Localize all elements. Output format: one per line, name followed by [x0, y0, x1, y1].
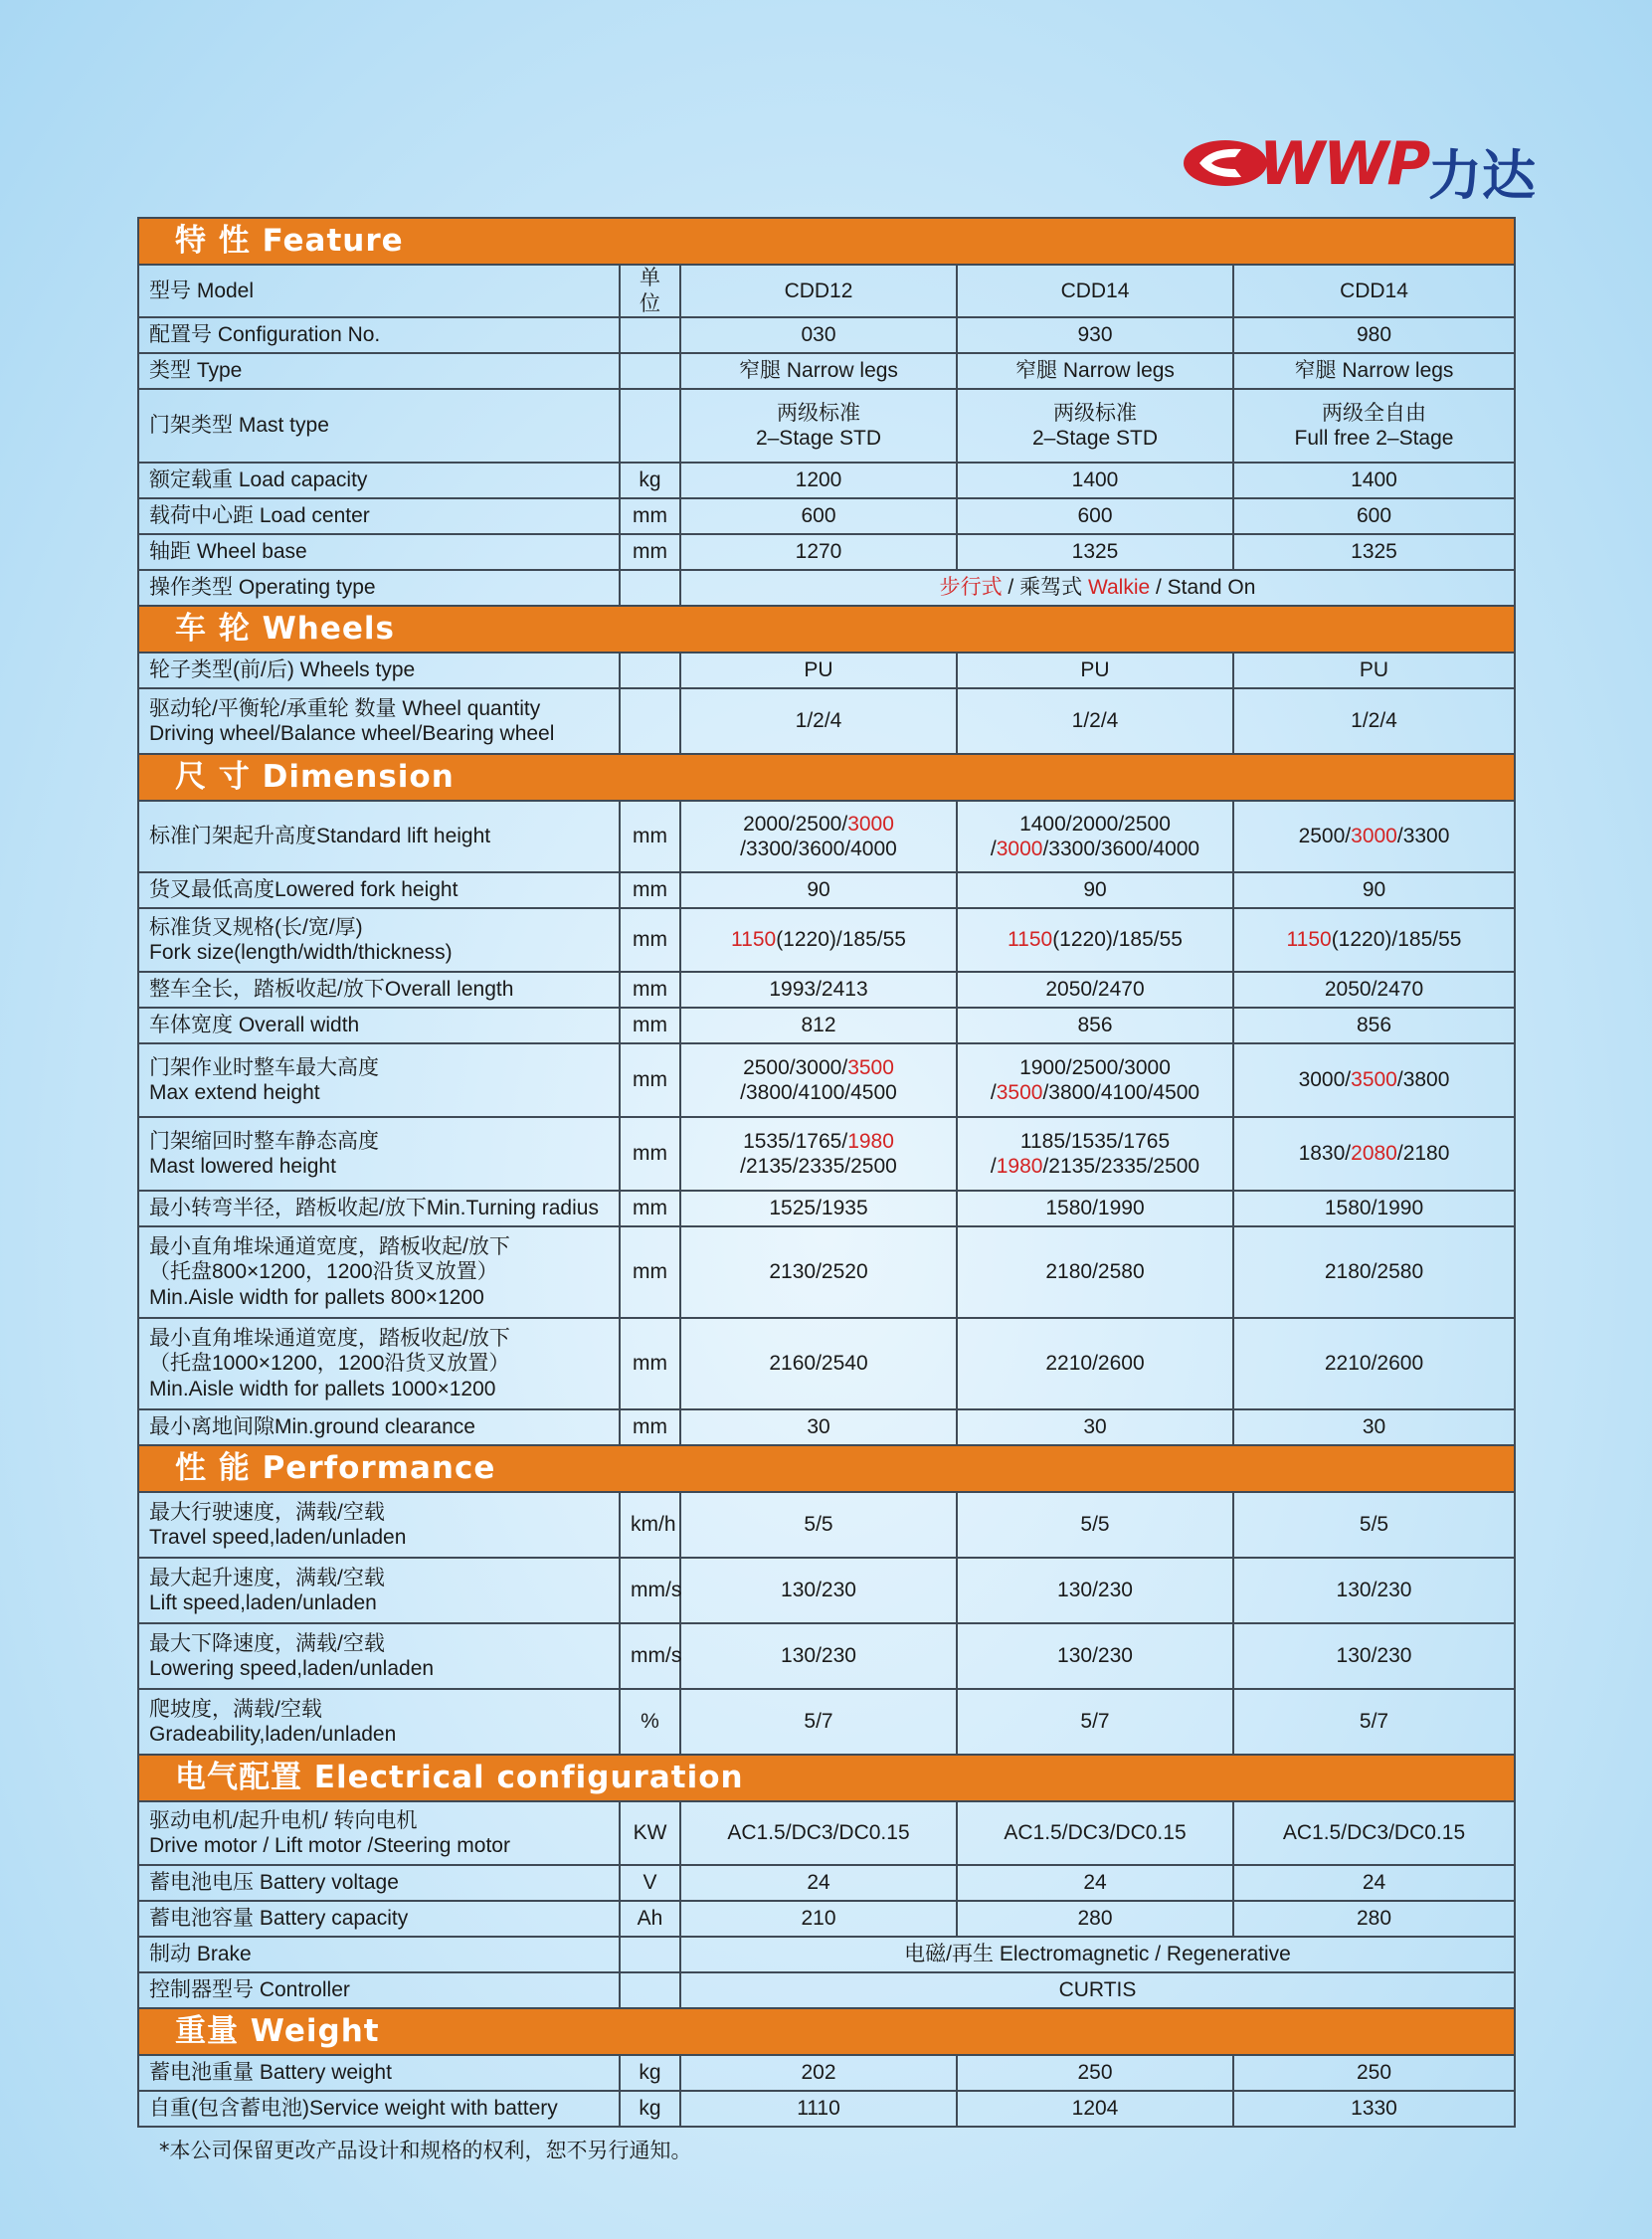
row-value: 5/7 — [680, 1689, 957, 1755]
spec-row — [138, 317, 1515, 353]
row-label: 配置号 Configuration No. — [138, 317, 620, 353]
highlighted-value: 3500 — [996, 1081, 1043, 1105]
row-value: 5/5 — [1233, 1492, 1515, 1558]
row-unit: mm — [620, 872, 680, 908]
spec-row — [138, 463, 1515, 498]
row-unit: mm/s — [620, 1623, 680, 1689]
row-label: 自重(包含蓄电池)Service weight with battery — [138, 2091, 620, 2127]
row-value: 24 — [957, 1865, 1233, 1901]
row-unit: mm — [620, 1409, 680, 1445]
row-value: CURTIS — [680, 1972, 1515, 2008]
highlighted-value: 3500 — [1351, 1068, 1397, 1092]
row-unit: % — [620, 1689, 680, 1755]
row-value: 30 — [680, 1409, 957, 1445]
row-label: 驱动电机/起升电机/ 转向电机 Drive motor / Lift motor /Steering motor — [138, 1801, 620, 1865]
row-unit: kg — [620, 463, 680, 498]
row-value: 1150(1220)/185/55 — [1233, 908, 1515, 972]
row-unit: mm — [620, 534, 680, 570]
highlighted-value: 2080 — [1351, 1142, 1397, 1166]
row-value: 980 — [1233, 317, 1515, 353]
spec-row — [138, 1901, 1515, 1937]
spec-row — [138, 353, 1515, 389]
row-label: 车体宽度 Overall width — [138, 1008, 620, 1043]
logo-chinese-text: 力达 — [1428, 144, 1536, 207]
row-value: 250 — [1233, 2055, 1515, 2091]
row-value: 1330 — [1233, 2091, 1515, 2127]
row-unit — [620, 688, 680, 754]
row-label: 控制器型号 Controller — [138, 1972, 620, 2008]
row-value: 窄腿 Narrow legs — [1233, 353, 1515, 389]
row-label: 蓄电池重量 Battery weight — [138, 2055, 620, 2091]
highlighted-value: Walkie — [1087, 576, 1151, 600]
section-title: 电气配置 Electrical configuration — [138, 1755, 1515, 1801]
highlighted-value: 3000 — [847, 812, 894, 836]
section-header — [138, 1755, 1515, 1801]
row-value: 两级全自由 Full free 2–Stage — [1233, 389, 1515, 463]
spec-table — [137, 217, 1516, 2128]
row-unit — [620, 317, 680, 353]
row-value: CDD12 — [680, 265, 957, 317]
row-label: 轴距 Wheel base — [138, 534, 620, 570]
spec-row — [138, 265, 1515, 317]
row-value: 130/230 — [680, 1623, 957, 1689]
spec-row — [138, 1008, 1515, 1043]
section-header — [138, 606, 1515, 653]
highlighted-value: 1150 — [731, 928, 777, 952]
row-value: 812 — [680, 1008, 957, 1043]
row-value: 1325 — [957, 534, 1233, 570]
highlighted-value: 1150 — [1286, 928, 1332, 952]
row-value: 1400/2000/2500 /3000/3300/3600/4000 — [957, 801, 1233, 872]
row-label: 制动 Brake — [138, 1937, 620, 1972]
row-label: 额定载重 Load capacity — [138, 463, 620, 498]
row-unit: mm/s — [620, 1558, 680, 1623]
spec-row — [138, 1318, 1515, 1409]
row-unit: mm — [620, 1043, 680, 1117]
spec-row — [138, 1623, 1515, 1689]
row-label: 门架作业时整车最大高度 Max extend height — [138, 1043, 620, 1117]
row-label: 门架缩回时整车静态高度 Mast lowered height — [138, 1117, 620, 1191]
spec-row — [138, 1937, 1515, 1972]
row-value: 1400 — [957, 463, 1233, 498]
row-value: 1150(1220)/185/55 — [680, 908, 957, 972]
row-label: 标准门架起升高度Standard lift height — [138, 801, 620, 872]
spec-row — [138, 972, 1515, 1008]
row-value: 窄腿 Narrow legs — [680, 353, 957, 389]
row-value: 202 — [680, 2055, 957, 2091]
row-value: 1580/1990 — [957, 1191, 1233, 1226]
highlighted-value: 1980 — [996, 1155, 1043, 1179]
row-value: 856 — [1233, 1008, 1515, 1043]
row-unit: mm — [620, 498, 680, 534]
row-value: 两级标准 2–Stage STD — [957, 389, 1233, 463]
row-label: 最小直角堆垛通道宽度，踏板收起/放下 （托盘800×1200，1200沿货叉放置） Min.Aisle width for pallets 800×1200 — [138, 1226, 620, 1318]
row-value: 600 — [957, 498, 1233, 534]
row-value: 1/2/4 — [957, 688, 1233, 754]
spec-row — [138, 498, 1515, 534]
row-value: AC1.5/DC3/DC0.15 — [1233, 1801, 1515, 1865]
row-value: 130/230 — [680, 1558, 957, 1623]
row-value: 600 — [680, 498, 957, 534]
section-header — [138, 1445, 1515, 1492]
row-value: 1325 — [1233, 534, 1515, 570]
row-value: 856 — [957, 1008, 1233, 1043]
spec-row — [138, 1117, 1515, 1191]
row-label: 最小直角堆垛通道宽度，踏板收起/放下 （托盘1000×1200，1200沿货叉放置） Min.Aisle width for pallets 1000×1200 — [138, 1318, 620, 1409]
row-unit: mm — [620, 972, 680, 1008]
row-value: 两级标准 2–Stage STD — [680, 389, 957, 463]
logo-brand-text: WWP — [1259, 129, 1429, 199]
row-unit: 单位 — [620, 265, 680, 317]
row-unit: V — [620, 1865, 680, 1901]
row-unit: KW — [620, 1801, 680, 1865]
row-unit: km/h — [620, 1492, 680, 1558]
row-value: 2500/3000/3300 — [1233, 801, 1515, 872]
row-value: 24 — [680, 1865, 957, 1901]
row-value: 930 — [957, 317, 1233, 353]
row-label: 驱动轮/平衡轮/承重轮 数量 Wheel quantity Driving wheel/Balance wheel/Bearing wheel — [138, 688, 620, 754]
row-value: CDD14 — [957, 265, 1233, 317]
row-value: 130/230 — [1233, 1623, 1515, 1689]
section-header — [138, 2008, 1515, 2055]
row-value: 130/230 — [1233, 1558, 1515, 1623]
row-value: 1185/1535/1765 /1980/2135/2335/2500 — [957, 1117, 1233, 1191]
row-value: 2130/2520 — [680, 1226, 957, 1318]
row-label: 最大下降速度，满载/空载 Lowering speed,laden/unladen — [138, 1623, 620, 1689]
row-value: 130/230 — [957, 1558, 1233, 1623]
spec-row — [138, 1558, 1515, 1623]
row-value: 600 — [1233, 498, 1515, 534]
row-value: 1110 — [680, 2091, 957, 2127]
row-value: 1993/2413 — [680, 972, 957, 1008]
row-unit: mm — [620, 1226, 680, 1318]
row-unit: mm — [620, 1117, 680, 1191]
section-title: 性 能 Performance — [138, 1445, 1515, 1492]
row-unit — [620, 353, 680, 389]
row-label: 最大起升速度，满载/空载 Lift speed,laden/unladen — [138, 1558, 620, 1623]
spec-row — [138, 1492, 1515, 1558]
row-value: 2210/2600 — [957, 1318, 1233, 1409]
row-value: 90 — [680, 872, 957, 908]
spec-row — [138, 801, 1515, 872]
highlighted-value: 1150 — [1008, 928, 1053, 952]
spec-row — [138, 1689, 1515, 1755]
spec-row — [138, 570, 1515, 606]
row-label: 最大行驶速度，满载/空载 Travel speed,laden/unladen — [138, 1492, 620, 1558]
row-value: 210 — [680, 1901, 957, 1937]
row-value: 24 — [1233, 1865, 1515, 1901]
row-unit: Ah — [620, 1901, 680, 1937]
row-value: 1/2/4 — [680, 688, 957, 754]
spec-row — [138, 1191, 1515, 1226]
row-value: PU — [1233, 653, 1515, 688]
row-value: PU — [957, 653, 1233, 688]
row-value: 5/7 — [1233, 1689, 1515, 1755]
row-value: 2500/3000/3500 /3800/4100/4500 — [680, 1043, 957, 1117]
row-unit — [620, 653, 680, 688]
row-unit — [620, 1972, 680, 2008]
row-unit — [620, 389, 680, 463]
row-unit — [620, 1937, 680, 1972]
row-value: 90 — [1233, 872, 1515, 908]
row-unit: mm — [620, 801, 680, 872]
row-value: 30 — [957, 1409, 1233, 1445]
row-value: 030 — [680, 317, 957, 353]
spec-row — [138, 389, 1515, 463]
highlighted-value: 3500 — [847, 1055, 894, 1079]
row-value: 1525/1935 — [680, 1191, 957, 1226]
row-unit: kg — [620, 2091, 680, 2127]
row-label: 型号 Model — [138, 265, 620, 317]
row-value: 1/2/4 — [1233, 688, 1515, 754]
row-value: 5/5 — [680, 1492, 957, 1558]
row-label: 蓄电池容量 Battery capacity — [138, 1901, 620, 1937]
row-label: 类型 Type — [138, 353, 620, 389]
row-value: 1270 — [680, 534, 957, 570]
row-value: 280 — [1233, 1901, 1515, 1937]
row-value: 5/5 — [957, 1492, 1233, 1558]
row-value: 2180/2580 — [1233, 1226, 1515, 1318]
row-unit: mm — [620, 1318, 680, 1409]
row-label: 最小转弯半径，踏板收起/放下Min.Turning radius — [138, 1191, 620, 1226]
row-value: 250 — [957, 2055, 1233, 2091]
row-unit: mm — [620, 1191, 680, 1226]
row-value: 2050/2470 — [1233, 972, 1515, 1008]
row-value: 30 — [1233, 1409, 1515, 1445]
footnote: *本公司保留更改产品设计和规格的权利，恕不另行通知。 — [159, 2139, 692, 2162]
section-title: 车 轮 Wheels — [138, 606, 1515, 653]
row-label: 标准货叉规格(长/宽/厚) Fork size(length/width/thickness) — [138, 908, 620, 972]
spec-row — [138, 534, 1515, 570]
row-label: 最小离地间隙Min.ground clearance — [138, 1409, 620, 1445]
section-title: 特 性 Feature — [138, 218, 1515, 265]
row-label: 门架类型 Mast type — [138, 389, 620, 463]
spec-row — [138, 908, 1515, 972]
row-value: 1900/2500/3000 /3500/3800/4100/4500 — [957, 1043, 1233, 1117]
spec-row — [138, 1801, 1515, 1865]
row-label: 蓄电池电压 Battery voltage — [138, 1865, 620, 1901]
row-value: 90 — [957, 872, 1233, 908]
spec-row — [138, 2055, 1515, 2091]
row-value: AC1.5/DC3/DC0.15 — [680, 1801, 957, 1865]
row-value: 1200 — [680, 463, 957, 498]
spec-row — [138, 872, 1515, 908]
section-title: 尺 寸 Dimension — [138, 754, 1515, 801]
section-header — [138, 218, 1515, 265]
row-unit: kg — [620, 2055, 680, 2091]
section-title: 重量 Weight — [138, 2008, 1515, 2055]
row-value: 1400 — [1233, 463, 1515, 498]
row-value: PU — [680, 653, 957, 688]
row-value: 2050/2470 — [957, 972, 1233, 1008]
highlighted-value: 1980 — [847, 1129, 894, 1153]
row-value: 1535/1765/1980 /2135/2335/2500 — [680, 1117, 957, 1191]
row-value: 130/230 — [957, 1623, 1233, 1689]
row-unit — [620, 570, 680, 606]
row-value: 2180/2580 — [957, 1226, 1233, 1318]
row-value: 窄腿 Narrow legs — [957, 353, 1233, 389]
row-value: 1580/1990 — [1233, 1191, 1515, 1226]
row-value: 3000/3500/3800 — [1233, 1043, 1515, 1117]
spec-row — [138, 653, 1515, 688]
spec-row — [138, 1409, 1515, 1445]
row-value: 280 — [957, 1901, 1233, 1937]
row-value: 2210/2600 — [1233, 1318, 1515, 1409]
highlighted-value: 3000 — [1351, 825, 1397, 848]
row-label: 货叉最低高度Lowered fork height — [138, 872, 620, 908]
row-unit: mm — [620, 908, 680, 972]
spec-row — [138, 1226, 1515, 1318]
row-value: AC1.5/DC3/DC0.15 — [957, 1801, 1233, 1865]
row-value: 2160/2540 — [680, 1318, 957, 1409]
spec-row — [138, 1865, 1515, 1901]
highlighted-value: 步行式 — [939, 576, 1003, 600]
row-value: 2000/2500/3000 /3300/3600/4000 — [680, 801, 957, 872]
spec-row — [138, 2091, 1515, 2127]
row-label: 载荷中心距 Load center — [138, 498, 620, 534]
row-value: 1150(1220)/185/55 — [957, 908, 1233, 972]
logo-mark-icon — [1182, 137, 1269, 189]
row-value: 5/7 — [957, 1689, 1233, 1755]
spec-row — [138, 1043, 1515, 1117]
row-value: 1204 — [957, 2091, 1233, 2127]
row-value: 步行式 / 乘驾式 Walkie / Stand On — [680, 570, 1515, 606]
section-header — [138, 754, 1515, 801]
spec-row — [138, 688, 1515, 754]
row-value: 1830/2080/2180 — [1233, 1117, 1515, 1191]
row-label: 操作类型 Operating type — [138, 570, 620, 606]
row-value: CDD14 — [1233, 265, 1515, 317]
row-unit: mm — [620, 1008, 680, 1043]
highlighted-value: 3000 — [996, 838, 1043, 861]
row-label: 轮子类型(前/后) Wheels type — [138, 653, 620, 688]
row-label: 整车全长，踏板收起/放下Overall length — [138, 972, 620, 1008]
row-value: 电磁/再生 Electromagnetic / Regenerative — [680, 1937, 1515, 1972]
spec-row — [138, 1972, 1515, 2008]
brand-logo — [1182, 129, 1540, 207]
row-label: 爬坡度，满载/空载 Gradeability,laden/unladen — [138, 1689, 620, 1755]
